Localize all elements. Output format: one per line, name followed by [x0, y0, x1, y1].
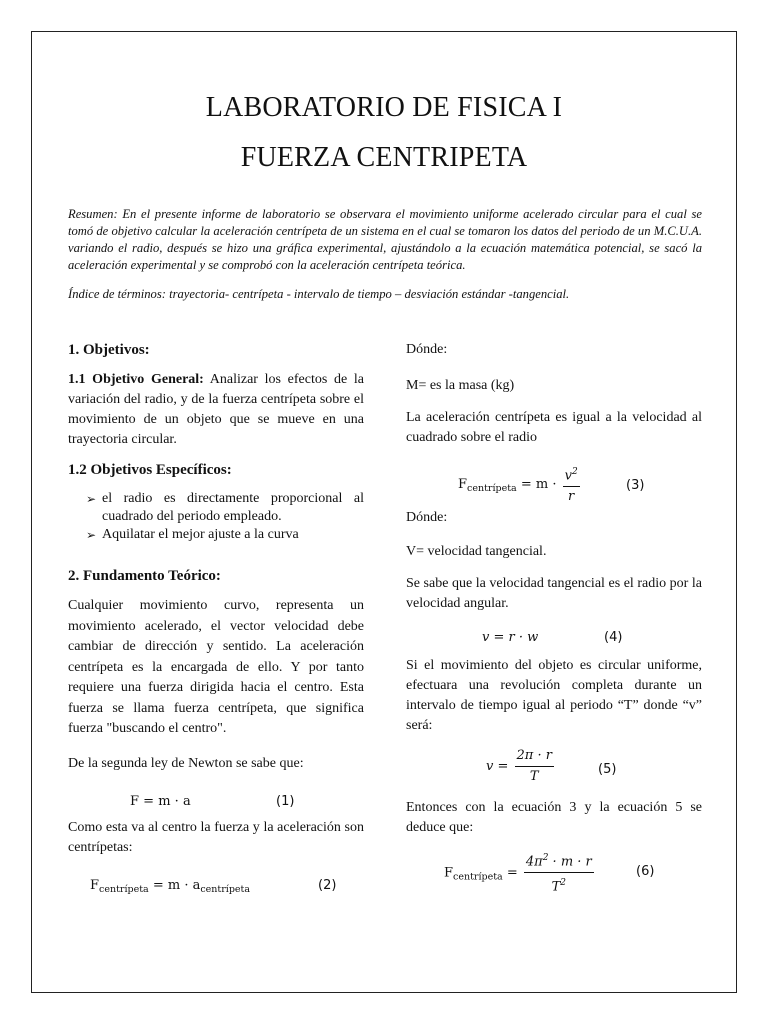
equation-number: (4) — [604, 630, 623, 645]
donde-label: Dónde: — [406, 510, 448, 525]
equation-1: F = m · a (1) — [68, 784, 364, 818]
objetivo-general-text: Analizar los efectos de la variación del radio, y de la fuerza centrípeta sobre el movimiento de un objeto que se mueve en una trayectoria circular. — [68, 372, 364, 447]
equation-number: (5) — [598, 762, 617, 777]
equation-3: $F_{centrípeta} = m$ · $\frac{v^2}{r}$ (3) — [406, 458, 702, 508]
abstract: Resumen: En el presente informe de laboratorio se observara el movimiento uniforme acelerado circular para el cual se tomó de objetivo calcular la aceleración centrípeta de un sistema en el cual se tomaron los datos del periodo de un M.C.U.A. variando el radio, después se hizo una gráfica experimental, ajustándolo a la ecuación matemática potencial, se sacó la aceleración experimental y se comprobó con la aceleración centrípeta teórica. — [68, 207, 702, 272]
paragraph-movimiento-curvo: Cualquier movimiento curvo, representa un movimiento acelerado, el vector velocidad debe cambiar de dirección y sentido. La aceleración centrípeta es la encargada de ello. Y por tanto requiere una fuerza dirigida hacia el centro. Esta fuerza se llama fuerza centrípeta, que significa fuerza "buscando el centro". — [68, 598, 364, 736]
donde-label: Dónde: — [406, 342, 448, 357]
objetivo-general — [68, 370, 364, 450]
masa-definition: M= es la masa (kg) — [406, 378, 515, 393]
paragraph-velocidad: Se sabe que la velocidad tangencial es el radio por la velocidad angular. — [406, 576, 702, 611]
list-item: ➢ el radio es directamente proporcional al cuadrado del periodo empleado. — [86, 491, 364, 524]
paragraph-aceleracion: La aceleración centrípeta es igual a la velocidad al cuadrado sobre el radio — [406, 410, 702, 445]
equation-2: $F_{centrípeta} = m \cdot a_{centrípeta}$ (2) — [90, 877, 337, 895]
paragraph-centripetas: Como esta va al centro la fuerza y la aceleración son centrípetas: — [68, 819, 364, 855]
right-column — [406, 340, 702, 900]
heading-objetivos-especificos: 1.2 Objetivos Específicos: — [68, 462, 232, 478]
heading-fundamento: 2. Fundamento Teórico: — [68, 568, 221, 584]
equation-number: (2) — [318, 877, 337, 893]
objetivos-list — [68, 490, 364, 544]
equation-number: (1) — [276, 793, 295, 809]
equation-5: v = $\frac{2\pi \cdot r}{T}$ (5) — [486, 748, 617, 784]
velocidad-definition: V= velocidad tangencial. — [406, 544, 547, 559]
equation-number: (6) — [636, 864, 655, 879]
paragraph-entonces: Entonces con la ecuación 3 y la ecuación 5 se deduce que: — [406, 800, 702, 835]
left-column — [68, 340, 364, 908]
paragraph-revolucion: Si el movimiento del objeto es circular uniforme, efectuara una revolución completa durante un intervalo de tiempo igual al periodo “T” donde “v” será: — [406, 658, 702, 733]
list-item: ➢ Aquilatar el mejor ajuste a la curva — [86, 527, 299, 542]
equation-4: v = r · w (4) — [406, 624, 702, 656]
heading-objetivos: 1. Objetivos: — [68, 342, 150, 358]
heading-objetivo-general: 1.1 Objetivo General: — [68, 372, 204, 387]
equation-6: $F_{centrípeta}$ = $\frac{4\pi^2 \cdot m \cdot r}{T^2}$ (6) — [406, 848, 702, 900]
index-terms: Índice de términos: trayectoria- centrípeta - intervalo de tiempo – desviación estándar -tangencial. — [68, 287, 570, 301]
arrow-bullet-icon: ➢ — [86, 492, 97, 506]
arrow-bullet-icon: ➢ — [86, 528, 97, 542]
paragraph-segunda-ley: De la segunda ley de Newton se sabe que: — [68, 755, 304, 771]
document-subtitle: FUERZA CENTRIPETA — [240, 142, 528, 173]
document-title: LABORATORIO DE FISICA I — [205, 92, 563, 123]
equation-number: (3) — [626, 478, 645, 493]
